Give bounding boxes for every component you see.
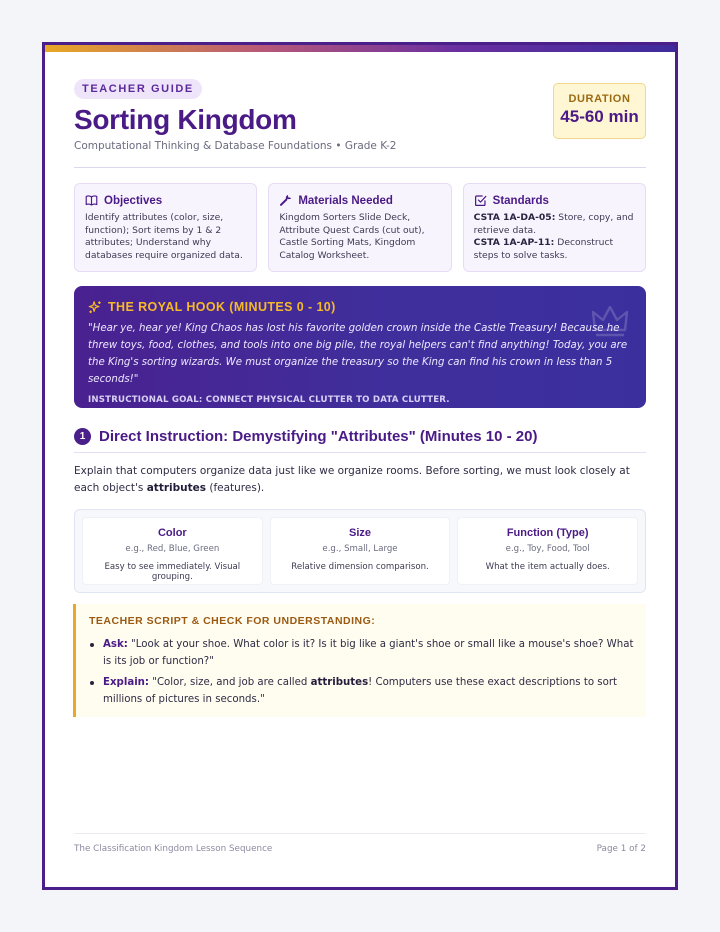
checkbox-icon — [474, 194, 487, 207]
standards-body — [474, 212, 635, 262]
section-intro: Explain that computers organize data just like we organize rooms. Before sorting, we must look closely at each object's attributes (features). — [74, 465, 630, 494]
standard-1-code: CSTA 1A-DA-05: — [473, 212, 556, 223]
header — [74, 77, 646, 152]
attribute-description: Easy to see immediately. Visual grouping. — [104, 562, 241, 582]
page-subtitle: Computational Thinking & Database Foundations • Grade K-2 — [74, 140, 397, 152]
script-list — [89, 636, 634, 708]
teacher-script-callout — [73, 604, 646, 717]
attribute-example: e.g., Red, Blue, Green — [125, 544, 220, 554]
materials-title: Materials Needed — [298, 194, 393, 207]
attribute-card-function — [457, 517, 638, 585]
page-content — [74, 77, 646, 717]
script-ask-item — [89, 636, 634, 670]
script-title: TEACHER SCRIPT & CHECK FOR UNDERSTANDING: — [89, 615, 376, 627]
script-explain-item: Explain: "Color, size, and job are called attributes! Computers use these exact descriptions to sort millions of pictures in seconds." — [89, 674, 634, 708]
teacher-guide-badge: TEACHER GUIDE — [74, 79, 202, 99]
page-number: Page 1 of 2 — [596, 844, 646, 854]
royal-hook-panel — [74, 286, 646, 408]
objectives-body: Identify attributes (color, size, function); Sort items by 1 & 2 attributes; Understand why databases require organized data. — [85, 212, 243, 261]
hook-title: THE ROYAL HOOK (MINUTES 0 - 10) — [108, 300, 336, 314]
duration-label: DURATION — [568, 93, 631, 105]
page-title: Sorting Kingdom — [74, 104, 297, 135]
attribute-example: e.g., Small, Large — [322, 544, 398, 554]
section-number: 1 — [74, 428, 91, 445]
objectives-title: Objectives — [104, 194, 163, 207]
attribute-card-size — [270, 517, 451, 585]
standard-2-text: Deconstruct steps to solve tasks. — [473, 237, 614, 261]
header-divider — [74, 167, 646, 168]
section-divider — [74, 452, 646, 453]
attributes-term: attributes — [146, 482, 207, 494]
hook-quote: "Hear ye, hear ye! King Chaos has lost his favorite golden crown inside the Castle Treasury! Because he threw toys, food, clothes, and tools into one big pile, the royal helpers can't find anything! Today, you are the King's sorting wizards. We must organize the treasury so the King can find his crown in less than 5 seconds!" — [88, 323, 628, 385]
ask-text: "Look at your shoe. What color is it? Is it big like a giant's shoe or small like a mouse's shoe? What is its job or function?" — [103, 639, 634, 667]
info-cards — [74, 183, 646, 272]
attribute-card-color — [82, 517, 263, 585]
duration-value: 45-60 min — [560, 107, 639, 126]
attribute-example: e.g., Toy, Food, Tool — [505, 544, 590, 554]
standard-1-text: Store, copy, and retrieve data. — [473, 212, 634, 236]
standard-2-code: CSTA 1A-AP-11: — [473, 237, 555, 248]
lesson-page — [42, 42, 678, 890]
explain-label: Explain: — [103, 677, 150, 688]
duration-box — [553, 83, 646, 139]
attribute-name: Function (Type) — [506, 527, 589, 539]
gradient-top-bar — [45, 45, 675, 52]
wrench-icon — [279, 194, 292, 207]
attribute-description: What the item actually does. — [485, 562, 610, 572]
hook-goal: INSTRUCTIONAL GOAL: CONNECT PHYSICAL CLUTTER TO DATA CLUTTER. — [88, 395, 450, 405]
section-title: Direct Instruction: Demystifying "Attributes" (Minutes 10 - 20) — [99, 428, 538, 445]
attribute-description: Relative dimension comparison. — [291, 562, 429, 572]
book-icon — [85, 194, 98, 207]
materials-body: Kingdom Sorters Slide Deck, Attribute Quest Cards (cut out), Castle Sorting Mats, Kingdom Catalog Worksheet. — [279, 212, 425, 261]
attributes-table — [74, 509, 646, 593]
materials-card — [268, 183, 451, 272]
explain-bold-term: attributes — [310, 677, 369, 688]
attribute-name: Color — [157, 527, 187, 539]
attribute-name: Size — [349, 527, 372, 539]
standards-card — [463, 183, 646, 272]
standards-title: Standards — [492, 194, 549, 207]
section-1-header — [74, 428, 646, 445]
ask-label: Ask: — [103, 639, 128, 650]
crown-watermark-icon — [590, 300, 630, 340]
sparkles-icon — [88, 300, 102, 314]
footer-sequence-title: The Classification Kingdom Lesson Sequence — [74, 844, 273, 854]
objectives-card — [74, 183, 257, 272]
page-footer — [74, 833, 646, 854]
